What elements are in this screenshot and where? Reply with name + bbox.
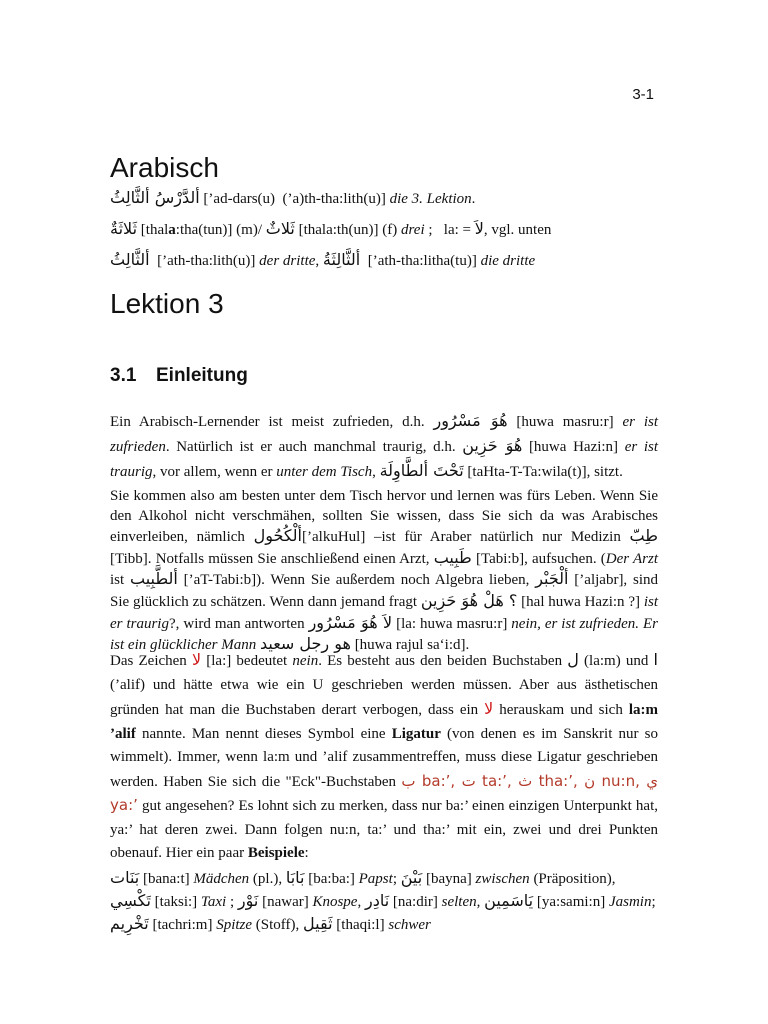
page-number: 3-1 (632, 86, 654, 103)
section-title: Einleitung (156, 365, 248, 386)
section-heading (110, 365, 248, 387)
arabic-text: ألثَّالِثُ (110, 250, 150, 269)
intro-line-2: ثَلاثَةٌ [thala:tha(tun)] (m)/ ثَلاثٌ [thala:th(un)] (f) drei ; la: = لاَ, vgl. unten (110, 219, 552, 238)
paragraph-1: Ein Arabisch-Lernender ist meist zufrieden, d.h. هُوَ مَسْرُور [huwa masru:r] er ist zufrieden. Natürlich ist er auch manchmal traurig, d.h. هُوَ حَزِين [huwa Hazi:n] er ist traurig, vor allem, wenn er unter dem Tisch, تَحْتَ ألطَّاوِلَة [taHta-T-Ta:wila(t)], sitzt. (110, 411, 659, 480)
paragraph-examples: بَنَات [bana:t] Mädchen (pl.), بَابَا [ba:ba:] Papst; بَيْنَ [bayna] zwischen (Präposition), تَكْسِي [taksi:] Taxi ; نَوْر [nawar] Knospe, نَادِر [na:dir] selten, يَاسَمِين [ya:sami:n] Jasmin; تَخْرِيم [tachri:m] Spitze (Stoff), ثَقِيل [thaqi:l] schwer (110, 868, 656, 933)
paragraph-2: Sie kommen also am besten unter dem Tisch hervor und lernen was fürs Leben. Wenn Sie den Alkohol nicht verschmähen, sollten Sie wissen, dass Sie sich da was Arabisches einverleiben, nämlich ألْكُحُول[’alkuHul] –ist für Araber natürlich nur Medizin طِبّ [Tibb]. Notfalls müssen Sie anschließend einen Arzt, طَبِيب [Tabi:b], aufsuchen. (Der Arzt ist ألطَّبِيب [’aT-Tabi:b]). Wenn Sie außerdem noch Algebra lieben, ألْجَبْر [’aljabr], sind Sie glücklich zu schätzen. Wenn dann jemand fragt ؟ هَلْ هُوَ حَزِين [hal huwa Hazi:n ?] ist er traurig?, wird man antworten لاَ هُوَ مَسْرُور [la: huwa masru:r] nein, er ist zufrieden. Er ist ein glücklicher Mann هو رجل سعيد [huwa rajul sa‘i:d]. (110, 488, 658, 654)
intro-line-3: ألثَّالِثُ [’ath-tha:lith(u)] der dritte, ألثَّالِثَةُ [’ath-tha:litha(tu)] die dritte (110, 250, 536, 269)
arabic-text: ألدَّرْسُ ألثَّالِثُ (110, 188, 200, 207)
chapter-title: Lektion 3 (110, 288, 224, 319)
arabic-text: ثَلاثٌ (265, 219, 295, 238)
page-title: Arabisch (110, 152, 219, 183)
section-number: 3.1 (110, 365, 137, 386)
arabic-text: لاَ (474, 219, 484, 238)
intro-line-1: ألدَّرْسُ ألثَّالِثُ [’ad-dars(u) (’a)th-tha:lith(u)] die 3. Lektion. (110, 188, 476, 207)
arabic-text: ألثَّالِثَةُ (322, 250, 361, 269)
arabic-text: ثَلاثَةٌ (110, 219, 138, 238)
paragraph-3: Das Zeichen لا [la:] bedeutet nein. Es besteht aus den beiden Buchstaben ل (la:m) und ا (’alif) und hätte etwa wie ein U geschrieben werden müssen. Aber aus ästhetischen gründen hat man die Buchstaben derart verbogen, dass ein لا herauskam und sich la:m ’alif nannte. Man nennt dieses Symbol eine Ligatur (von denen es im Sanskrit nur so wimmelt). Immer, wenn la:m und ’alif zusammentreffen, muss diese Ligatur geschrieben werden. Haben Sie sich die "Eck"-Buchstaben ب ba:’, ت ta:’, ث tha:’, ن nu:n, ي ya:’ gut angesehen? Es lohnt sich zu merken, dass nur ba:’ einen einzigen Unterpunkt hat, ya:’ hat deren zwei. Dann folgen nu:n, ta:’ und tha:’ mit ein, zwei und drei Punkten obenauf. Hier ein paar Beispiele: (110, 650, 659, 861)
